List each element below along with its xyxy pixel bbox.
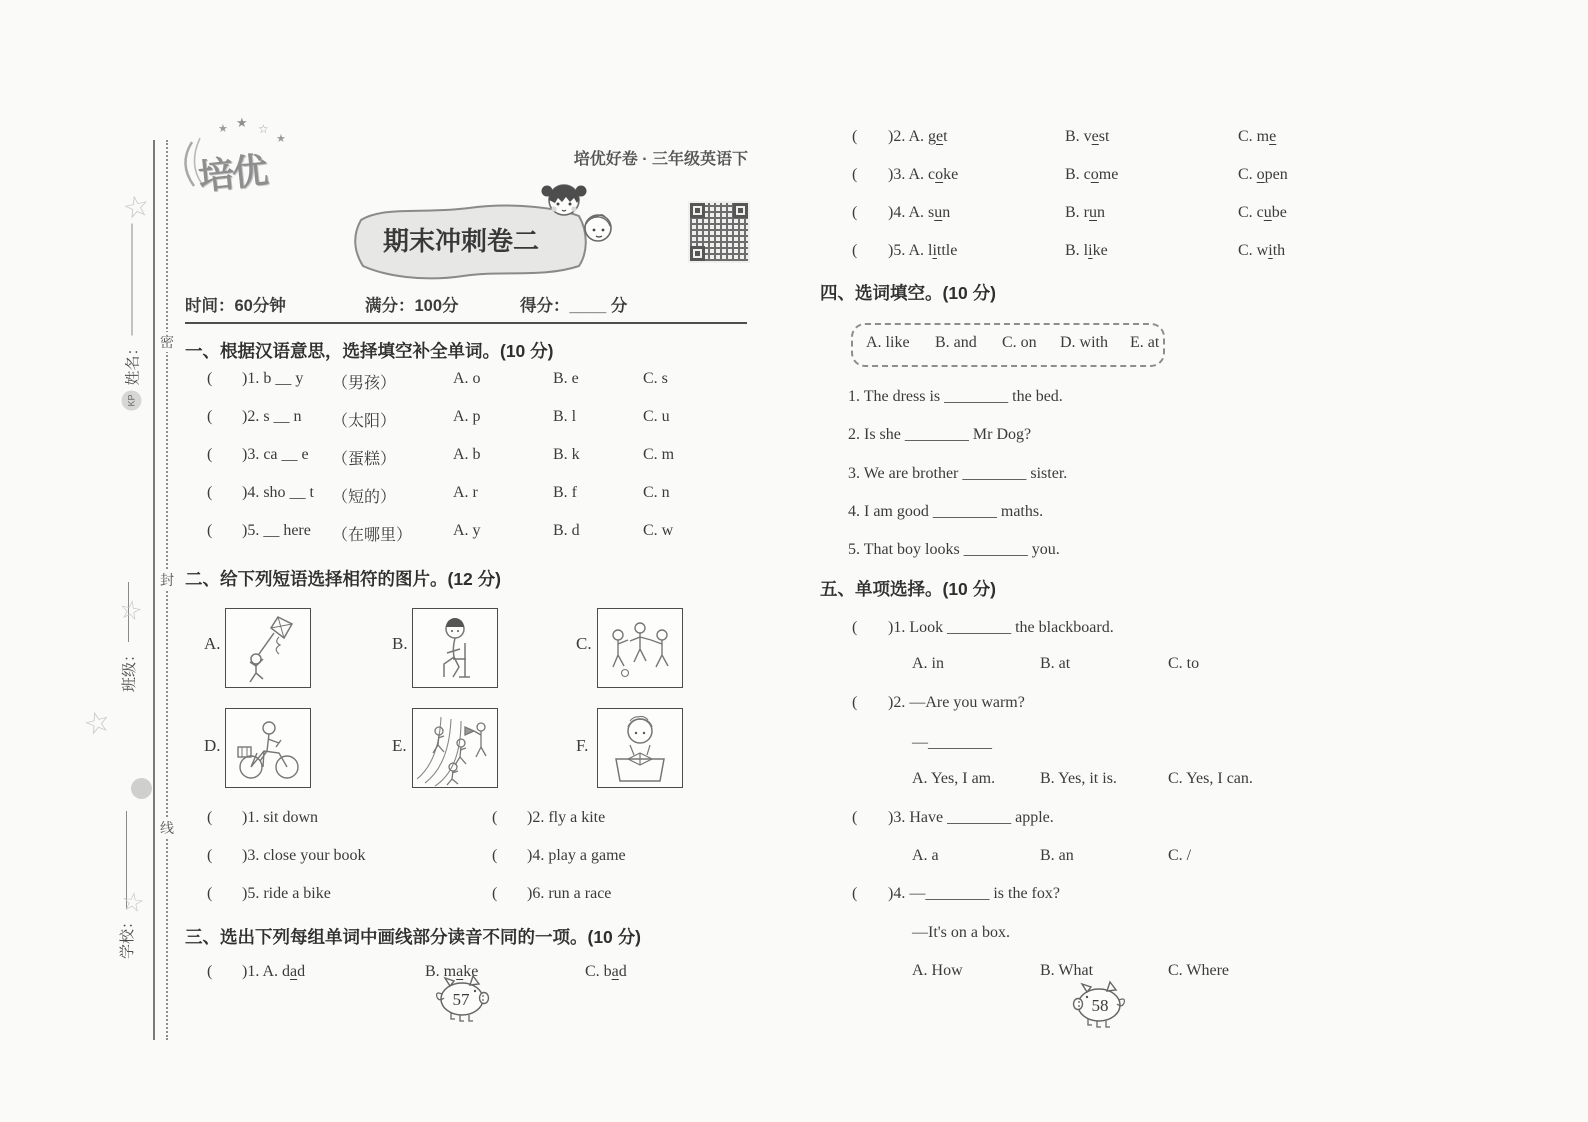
- option-b: B. l: [553, 408, 577, 425]
- option-a: A. Yes, I am.: [912, 770, 996, 787]
- option-b: B. make: [425, 963, 479, 980]
- answer-bracket: (: [207, 847, 213, 864]
- star-icon: ☆: [119, 187, 154, 228]
- option-c: C. n: [643, 484, 670, 501]
- score-field: 得分：____ 分: [520, 297, 628, 315]
- option-c: C. bad: [585, 963, 627, 980]
- paper-title: 期末冲刺卷二: [382, 226, 540, 256]
- answer-bracket: (: [852, 809, 858, 826]
- answer-bracket: (: [207, 885, 213, 902]
- svg-text:57: 57: [452, 990, 470, 1009]
- answer-bracket: (: [207, 522, 213, 539]
- name-label: 姓名：: [124, 340, 141, 386]
- s5-question-stem: [0, 694, 1588, 720]
- word-bank-item: D. with: [1060, 334, 1108, 351]
- option-a: A. r: [453, 484, 478, 501]
- option-b: B. an: [1040, 847, 1074, 864]
- section3-heading: 三、选出下列每组单词中画线部分读音不同的一项。(10 分): [185, 927, 641, 947]
- question-stem: )2. —Are you warm?: [888, 694, 1025, 711]
- star-icon: ☆: [79, 703, 115, 744]
- option-a: A. p: [453, 408, 481, 425]
- option-c: C. me: [1238, 128, 1277, 145]
- s5-options-row: [0, 770, 1588, 796]
- answer-bracket: (: [207, 809, 213, 826]
- seal-char-feng: 封: [160, 572, 174, 588]
- picture-label-a: A.: [204, 634, 221, 653]
- seal-char-mi: 密: [160, 334, 174, 350]
- s5-answer-line: [0, 734, 1588, 760]
- star-icon: ☆: [258, 122, 269, 136]
- phrase-item: )4. play a game: [527, 847, 626, 864]
- s5-question-stem: [0, 885, 1588, 911]
- option-a: A. o: [453, 370, 481, 387]
- seal-char-xian: 线: [160, 820, 174, 836]
- star-icon: ★: [218, 122, 228, 135]
- phrase-item: )3. close your book: [242, 847, 366, 864]
- s5-answer-line: [0, 924, 1588, 950]
- option-b: B. at: [1040, 655, 1071, 672]
- fill-sentence: 4. I am good ________ maths.: [848, 503, 1044, 520]
- header-divider: [185, 322, 747, 324]
- answer-bracket: (: [207, 408, 213, 425]
- star-icon: ☆: [119, 886, 147, 920]
- s5-question-stem: [0, 619, 1588, 645]
- option-a: A. a: [912, 847, 939, 864]
- word-bank-item: B. and: [935, 334, 977, 351]
- time-allowed: 时间：60分钟: [185, 297, 286, 315]
- chinese-gloss: （男孩）: [332, 375, 397, 392]
- option-b: B. f: [553, 484, 577, 501]
- answer-bracket: (: [492, 885, 498, 902]
- section2-heading: 二、给下列短语选择相符的图片。(12 分): [185, 569, 501, 589]
- chinese-gloss: （蛋糕）: [332, 451, 397, 468]
- school-label: 学校：: [118, 913, 136, 959]
- question-word: )1. b __ y: [242, 370, 304, 387]
- svg-text:58: 58: [1091, 996, 1109, 1015]
- picture-label-d: D.: [204, 736, 221, 755]
- edition-header: 培优好卷 · 三年级英语下: [573, 151, 748, 168]
- picture-label-f: F.: [576, 736, 589, 755]
- phrase-item: )6. run a race: [527, 885, 612, 902]
- s5-question-stem: [0, 809, 1588, 835]
- section4-heading: 四、选词填空。(10 分): [820, 283, 996, 303]
- question-word: )5. __ here: [242, 522, 311, 539]
- exam-info-line: [0, 292, 1588, 318]
- option-b: B. e: [553, 370, 579, 387]
- word-bank-box: [851, 323, 1165, 367]
- answer-bracket: (: [852, 128, 858, 145]
- question-word: )4. sho __ t: [242, 484, 314, 501]
- picture-label-e: E.: [392, 736, 407, 755]
- option-a: A. How: [912, 962, 963, 979]
- word-bank-item: C. on: [1002, 334, 1037, 351]
- picture-label-b: B.: [392, 634, 408, 653]
- option-a: )5. A. little: [888, 242, 958, 259]
- option-c: C. cube: [1238, 204, 1287, 221]
- section1-heading: 一、根据汉语意思，选择填空补全单词。(10 分): [185, 341, 554, 361]
- option-b: B. like: [1065, 242, 1108, 259]
- option-c: C. s: [643, 370, 668, 387]
- chinese-gloss: （太阳）: [332, 413, 397, 430]
- class-label: 班级：: [120, 646, 138, 692]
- full-score: 满分：100分: [365, 297, 459, 315]
- answer-bracket: (: [852, 204, 858, 221]
- option-a: A. y: [453, 522, 481, 539]
- star-icon: ★: [276, 132, 286, 145]
- option-b: B. What: [1040, 962, 1094, 979]
- fill-sentence: 3. We are brother ________ sister.: [848, 465, 1068, 482]
- answer-bracket: (: [852, 694, 858, 711]
- option-a: )4. A. sun: [888, 204, 951, 221]
- chinese-gloss: （在哪里）: [332, 527, 413, 544]
- s5-options-row: [0, 962, 1588, 988]
- option-b: B. come: [1065, 166, 1119, 183]
- option-b: B. k: [553, 446, 580, 463]
- answer-bracket: (: [207, 484, 213, 501]
- star-icon: ☆: [116, 594, 145, 628]
- answer-bracket: (: [852, 242, 858, 259]
- phrase-item: )5. ride a bike: [242, 885, 331, 902]
- option-a: A. in: [912, 655, 944, 672]
- answer-bracket: (: [492, 809, 498, 826]
- option-c: C. m: [643, 446, 675, 463]
- phrase-item: )1. sit down: [242, 809, 318, 826]
- option-b: B. Yes, it is.: [1040, 770, 1117, 787]
- phrase-item: )2. fly a kite: [527, 809, 606, 826]
- option-c: C. /: [1168, 847, 1192, 864]
- kp-badge: KP: [122, 391, 142, 411]
- option-c: C. open: [1238, 166, 1288, 183]
- word-bank-item: A. like: [866, 334, 910, 351]
- star-icon: ★: [236, 116, 248, 131]
- s3-question-row: [0, 204, 1588, 230]
- fill-sentence: 2. Is she ________ Mr Dog?: [848, 426, 1032, 443]
- question-stem: )1. Look ________ the blackboard.: [888, 619, 1114, 636]
- option-c: C. Yes, I can.: [1168, 770, 1253, 787]
- option-b: B. run: [1065, 204, 1105, 221]
- question-word: )2. s __ n: [242, 408, 302, 425]
- s3-question-row: [0, 242, 1588, 268]
- question-word: )3. ca __ e: [242, 446, 309, 463]
- s5-options-row: [0, 847, 1588, 873]
- answer-bracket: (: [492, 847, 498, 864]
- fill-sentence: 5. That boy looks ________ you.: [848, 541, 1060, 558]
- option-a: )2. A. get: [888, 128, 948, 145]
- option-a: A. b: [453, 446, 481, 463]
- option-a: )3. A. coke: [888, 166, 959, 183]
- answer-bracket: (: [852, 166, 858, 183]
- picture-label-c: C.: [576, 634, 592, 653]
- question-stem: )4. —________ is the fox?: [888, 885, 1060, 902]
- question-stem: )3. Have ________ apple.: [888, 809, 1054, 826]
- answer-bracket: (: [852, 885, 858, 902]
- s3-question-row: [0, 128, 1588, 154]
- option-c: C. Where: [1168, 962, 1230, 979]
- answer-bracket: (: [852, 619, 858, 636]
- s3-question-row: [0, 166, 1588, 192]
- s5-options-row: [0, 655, 1588, 681]
- answer-text: —It's on a box.: [912, 924, 1010, 941]
- answer-bracket: (: [207, 370, 213, 387]
- section5-heading: 五、单项选择。(10 分): [820, 579, 996, 599]
- page-number-pig-badge: [1062, 978, 1140, 1030]
- answer-bracket: (: [207, 446, 213, 463]
- answer-bracket: (: [207, 963, 213, 980]
- option-c: C. to: [1168, 655, 1200, 672]
- word-bank-item: E. at: [1130, 334, 1160, 351]
- option-c: C. u: [643, 408, 670, 425]
- option-b: B. vest: [1065, 128, 1110, 145]
- option-b: B. d: [553, 522, 580, 539]
- option-c: C. with: [1238, 242, 1286, 259]
- name-blank-line: [131, 223, 132, 335]
- option-c: C. w: [643, 522, 674, 539]
- logo-text: 培优: [196, 149, 269, 198]
- chinese-gloss: （短的）: [332, 489, 397, 506]
- answer-blank: —________: [912, 734, 992, 751]
- fill-sentence: 1. The dress is ________ the bed.: [848, 388, 1063, 405]
- option-a: )1. A. dad: [242, 963, 306, 980]
